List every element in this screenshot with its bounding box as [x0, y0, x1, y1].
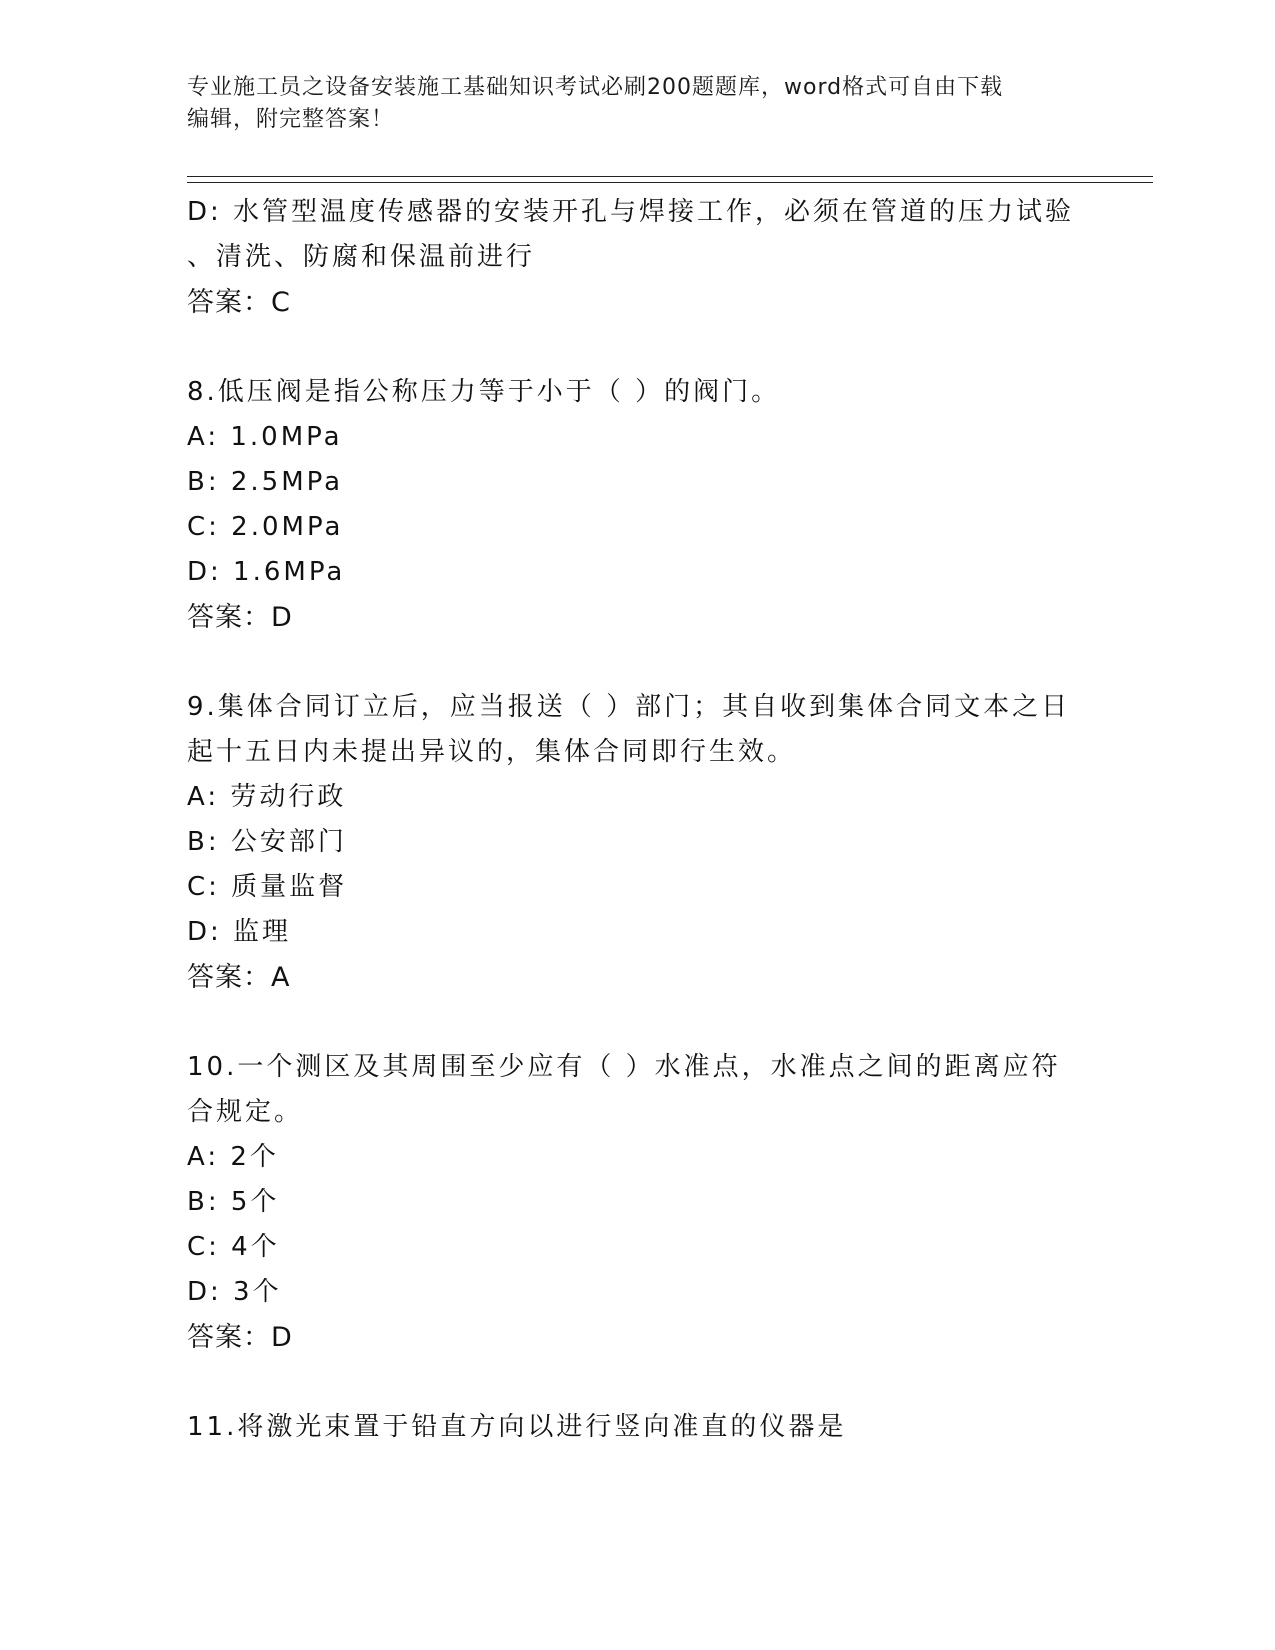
- spacer: [187, 325, 1087, 370]
- option-d: D: 水管型温度传感器的安装开孔与焊接工作，必须在管道的压力试验: [187, 197, 1075, 227]
- option-b: B: 5个: [187, 1187, 280, 1217]
- option-d: D: 3个: [187, 1277, 282, 1307]
- option-a: A: 劳动行政: [187, 782, 347, 812]
- option-a: A: 1.0MPa: [187, 422, 343, 452]
- answer-line: 答案：D: [187, 602, 293, 633]
- spacer: [187, 640, 1087, 685]
- header-title-line2: 编辑，附完整答案！: [187, 107, 395, 132]
- header-divider: [187, 176, 1153, 183]
- option-d: D: 监理: [187, 917, 292, 947]
- document-header: [187, 72, 1087, 136]
- question-stem: 8.低压阀是指公称压力等于小于（ ）的阀门。: [187, 377, 781, 407]
- option-b: B: 2.5MPa: [187, 467, 344, 497]
- spacer: [187, 1000, 1087, 1045]
- question-stem-continued: 起十五日内未提出异议的，集体合同即行生效。: [187, 737, 797, 767]
- answer-line: 答案：A: [187, 962, 291, 993]
- header-title-line1: 专业施工员之设备安装施工基础知识考试必刷200题题库，word格式可自由下载: [187, 75, 1004, 100]
- question-9: [187, 685, 1087, 1000]
- option-c: C: 4个: [187, 1232, 280, 1262]
- question-list: [187, 190, 1087, 1450]
- spacer: [187, 1360, 1087, 1405]
- question-stem: 11.将激光束置于铅直方向以进行竖向准直的仪器是: [187, 1412, 847, 1442]
- question-stem: 9.集体合同订立后，应当报送（ ）部门；其自收到集体合同文本之日: [187, 692, 1071, 722]
- question-10: [187, 1045, 1087, 1360]
- option-d-continued: 、清洗、防腐和保温前进行: [187, 242, 536, 272]
- option-a: A: 2个: [187, 1142, 279, 1172]
- answer-line: 答案：D: [187, 1322, 293, 1353]
- question-8: [187, 370, 1087, 640]
- option-b: B: 公安部门: [187, 827, 347, 857]
- option-c: C: 质量监督: [187, 872, 348, 902]
- option-c: C: 2.0MPa: [187, 512, 344, 542]
- question-stem: 10.一个测区及其周围至少应有（ ）水准点，水准点之间的距离应符: [187, 1052, 1061, 1082]
- question-stem-continued: 合规定。: [187, 1097, 304, 1127]
- question-11: [187, 1405, 1087, 1450]
- question-fragment: [187, 190, 1087, 325]
- answer-line: 答案：C: [187, 287, 291, 318]
- option-d: D: 1.6MPa: [187, 557, 346, 587]
